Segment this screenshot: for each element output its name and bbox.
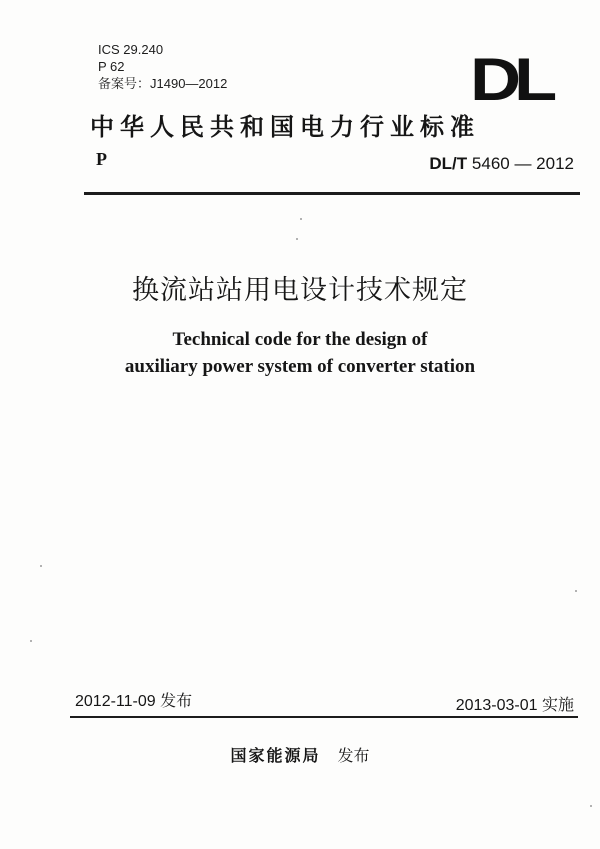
publisher-line — [0, 743, 600, 766]
implementation-date: 2013-03-01 实施 — [455, 697, 574, 714]
scan-speck — [300, 218, 302, 220]
issuer-title: 中华人民共和国电力行业标准 — [90, 112, 480, 141]
issue-date: 2012-11-09 发布 — [75, 693, 193, 710]
bottom-divider — [70, 716, 578, 718]
standard-number — [429, 154, 574, 174]
scan-speck — [575, 590, 577, 592]
filing-number: 备案号：J1490—2012 — [98, 76, 228, 91]
document-title-chinese: 换流站站用电设计技术规定 — [132, 275, 468, 306]
classification-letter: P — [96, 149, 107, 169]
scan-speck — [296, 238, 298, 240]
english-title-line-2: auxiliary power system of converter station — [124, 356, 476, 377]
standard-prefix: DL/T — [429, 154, 468, 173]
scan-speck — [30, 640, 32, 642]
scan-speck — [590, 805, 592, 807]
ics-code: ICS 29.240 — [98, 42, 164, 57]
publisher-org: 国家能源局 — [230, 746, 321, 765]
standard-code: 5460 — 2012 — [471, 154, 574, 173]
top-divider — [84, 192, 580, 195]
publisher-action: 发布 — [337, 746, 370, 765]
ccs-code: P 62 — [98, 59, 125, 74]
document-title-english — [0, 326, 600, 380]
scan-speck — [40, 565, 42, 567]
english-title-line-1: Technical code for the design of — [172, 329, 428, 350]
dl-logo: DL — [470, 46, 551, 113]
